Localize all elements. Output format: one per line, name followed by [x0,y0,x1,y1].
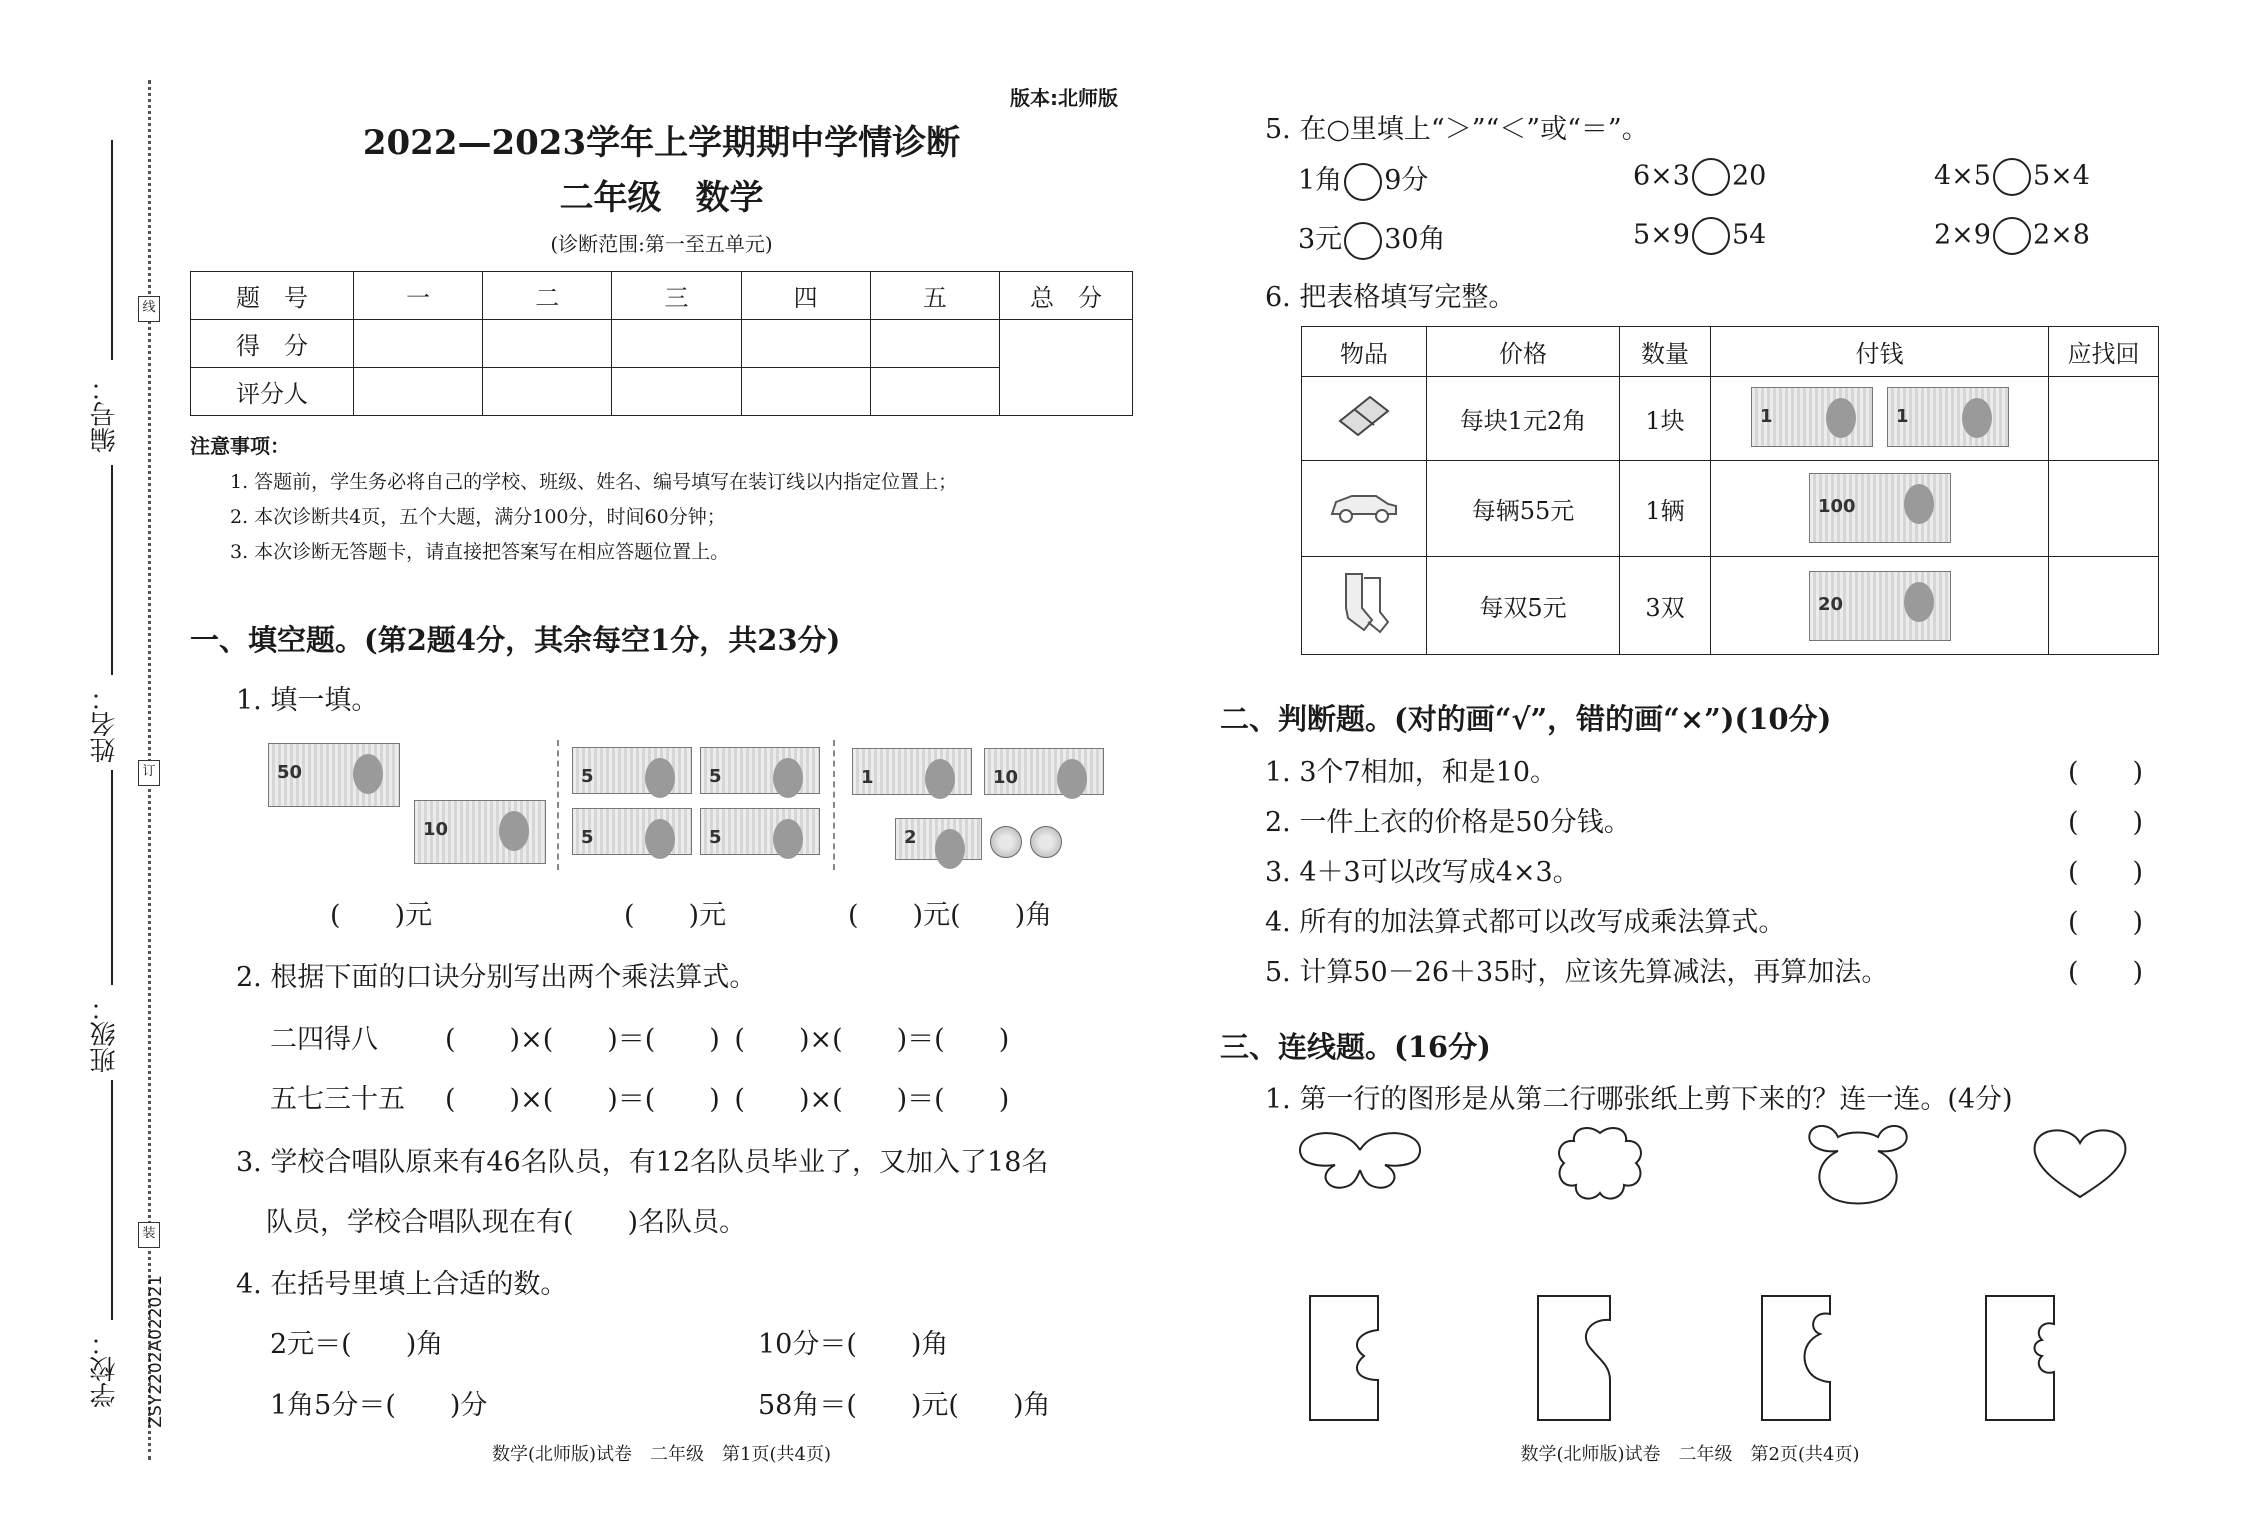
butterfly-shape [1300,1133,1420,1188]
score-cell[interactable] [483,320,612,368]
field-label-name: 姓名： [90,685,120,763]
change-cell[interactable] [2049,377,2159,461]
q4-item-1[interactable]: 2元＝( )角 [270,1329,444,1360]
judge-blank-4[interactable]: ( ) [2068,907,2144,938]
banknote: 1 [852,748,972,795]
divider [557,740,559,870]
judge-item-5: 5. 计算50－26＋35时，应该先算减法，再算加法。 [1265,957,1889,988]
q5-item-4[interactable]: 3元 30角 [1298,217,1446,260]
score-col-1: 一 [354,272,483,320]
q2-blanks-2: ( )×( )＝( ) ( )×( )＝( ) [445,1084,1010,1115]
car-picture [1302,461,1427,557]
banknote: 20 [1809,571,1951,641]
coin [1030,826,1062,858]
score-col-total: 总 分 [1000,272,1133,320]
footer-page2: 数学(北师版)试卷 二年级 第2页(共4页) [1520,1444,1860,1465]
eraser-picture [1302,377,1427,461]
exam-code: ZSY2202A022021 [146,1275,166,1428]
banknote: 10 [414,800,546,864]
section1-title: 一、填空题。(第2题4分，其余每空1分，共23分) [190,623,841,657]
score-col-2: 二 [483,272,612,320]
field-label-number: 编号： [90,375,120,453]
q5-item-5[interactable]: 5×9 54 [1633,217,1766,255]
version-label: 版本:北师版 [1010,86,1118,110]
q4-item-4[interactable]: 58角＝( )元( )角 [758,1390,1051,1421]
shop-header: 物品 [1302,327,1427,377]
exam-title: 2022—2023学年上学期期中学情诊断 [362,123,961,163]
score-cell[interactable] [870,320,999,368]
judge-item-3: 3. 4＋3可以改写成4×3。 [1265,857,1580,888]
price-cell: 每块1元2角 [1427,377,1620,461]
seal-pack: 装 [138,1222,160,1248]
compare-circle[interactable] [1344,222,1382,260]
eraser-icon [1334,391,1394,441]
field-line-school[interactable] [111,1080,113,1320]
qty-cell: 3双 [1620,557,1711,655]
price-cell: 每辆55元 [1427,461,1620,557]
compare-circle[interactable] [1993,217,2031,255]
judge-blank-2[interactable]: ( ) [2068,807,2144,838]
judge-blank-1[interactable]: ( ) [2068,757,2144,788]
q1-answer-1[interactable]: ( )元 [330,900,433,931]
paper-sheet-3 [1762,1296,1830,1420]
banknote: 2 [895,818,982,860]
price-cell: 每双5元 [1427,557,1620,655]
paper-sheet-1 [1310,1296,1378,1420]
banknote: 10 [984,748,1104,795]
score-total-cell[interactable] [1000,320,1133,416]
field-label-class: 班级： [90,995,120,1073]
banknote: 5 [572,808,692,855]
banknote: 1 [1751,387,1873,447]
paper-sheet-2 [1538,1296,1610,1420]
q2-label: 2. 根据下面的口诀分别写出两个乘法算式。 [236,962,757,993]
compare-circle[interactable] [1692,158,1730,196]
q5-item-1[interactable]: 1角 9分 [1298,158,1428,201]
score-col-5: 五 [870,272,999,320]
score-cell[interactable] [741,320,870,368]
q6-label: 6. 把表格填写完整。 [1265,282,1516,313]
q4-label: 4. 在括号里填上合适的数。 [236,1269,568,1300]
note-item: 1. 答题前，学生务必将自己的学校、班级、姓名、编号填写在装订线以内指定位置上； [230,471,958,493]
flower-shape [1559,1128,1641,1199]
q5-item-2[interactable]: 6×3 20 [1633,158,1766,196]
match-instruction: 1. 第一行的图形是从第二行哪张纸上剪下来的？连一连。(4分) [1265,1084,2013,1115]
section3-title: 三、连线题。(16分) [1220,1030,1491,1064]
score-table [190,271,1133,416]
change-cell[interactable] [2049,557,2159,655]
shop-header: 付钱 [1711,327,2049,377]
banknote: 5 [700,808,820,855]
judge-blank-5[interactable]: ( ) [2068,957,2144,988]
exam-subtitle: 二年级 数学 [559,178,764,218]
qty-cell: 1块 [1620,377,1711,461]
banknote: 5 [700,747,820,794]
change-cell[interactable] [2049,461,2159,557]
shop-header: 价格 [1427,327,1620,377]
grader-row-label: 评分人 [191,368,354,416]
cut-shapes-row [1290,1125,2150,1205]
judge-item-1: 1. 3个7相加，和是10。 [1265,757,1558,788]
q1-answer-3[interactable]: ( )元( )角 [848,900,1053,931]
field-line-name[interactable] [111,465,113,675]
q3-line-1: 3. 学校合唱队原来有46名队员，有12名队员毕业了，又加入了18名 [236,1147,1049,1178]
banknote: 1 [1887,387,2009,447]
qty-cell: 1辆 [1620,461,1711,557]
q3-line-2[interactable]: 队员，学校合唱队现在有( )名队员。 [266,1207,747,1238]
heart-shape [2035,1130,2126,1197]
score-cell[interactable] [612,320,741,368]
banknote: 50 [268,743,400,807]
score-cell[interactable] [354,320,483,368]
compare-circle[interactable] [1993,158,2031,196]
q4-item-3[interactable]: 1角5分＝( )分 [270,1390,488,1421]
score-col-4: 四 [741,272,870,320]
paid-cell [1711,461,2049,557]
q5-label: 5. 在○里填上“＞”“＜”或“＝”。 [1265,114,1649,145]
score-col-3: 三 [612,272,741,320]
score-row-label: 得 分 [191,320,354,368]
q2-rhyme-1: 二四得八 [270,1024,378,1055]
seal-bind: 订 [138,760,160,786]
coin [990,826,1022,858]
mouse-head-shape [1809,1126,1906,1204]
divider [833,740,835,870]
grader-cell[interactable] [741,368,870,416]
note-item: 3. 本次诊断无答题卡，请直接把答案写在相应答题位置上。 [230,541,730,563]
toy-car-icon [1326,486,1402,526]
paid-cell [1711,557,2049,655]
exam-scope: (诊断范围:第一至五单元) [550,232,773,256]
compare-circle[interactable] [1344,163,1382,201]
grader-cell[interactable] [612,368,741,416]
footer-page1: 数学(北师版)试卷 二年级 第1页(共4页) [492,1444,831,1465]
grader-cell[interactable] [354,368,483,416]
q1-label: 1. 填一填。 [236,685,379,716]
q2-blanks-1[interactable]: ( )×( )＝( ) ( )×( )＝( ) [445,1024,1010,1055]
compare-circle[interactable] [1692,217,1730,255]
shop-header: 应找回 [2049,327,2159,377]
q1-answer-2[interactable]: ( )元 [624,900,727,931]
judge-item-4: 4. 所有的加法算式都可以改写成乘法算式。 [1265,907,1786,938]
field-line-class[interactable] [111,770,113,985]
notes-list [230,465,957,570]
seal-line: 线 [138,296,160,322]
banknote: 5 [572,747,692,794]
shop-header: 数量 [1620,327,1711,377]
judge-blank-3[interactable]: ( ) [2068,857,2144,888]
banknote: 100 [1809,473,1951,543]
section2-title: 二、判断题。(对的画“√”，错的画“×”)(10分) [1220,702,1832,736]
notes-title: 注意事项： [190,434,290,458]
q5-item-3[interactable]: 4×5 5×4 [1934,158,2090,196]
q2-rhyme-2: 五七三十五 [270,1084,405,1115]
socks-icon [1336,568,1392,638]
field-line-number[interactable] [111,140,113,360]
socks-picture [1302,557,1427,655]
q5-item-6[interactable]: 2×9 2×8 [1934,217,2090,255]
paper-sheet-4 [1986,1296,2054,1420]
q4-item-2[interactable]: 10分＝( )角 [758,1329,949,1360]
grader-cell[interactable] [483,368,612,416]
paper-sheets-row [1300,1290,2150,1430]
note-item: 2. 本次诊断共4页，五个大题，满分100分，时间60分钟； [230,506,726,528]
judge-item-2: 2. 一件上衣的价格是50分钱。 [1265,807,1631,838]
field-label-school: 学校： [90,1330,120,1408]
score-col-title: 题 号 [191,272,354,320]
shop-table [1301,326,2159,655]
paid-cell [1711,377,2049,461]
grader-cell[interactable] [870,368,999,416]
